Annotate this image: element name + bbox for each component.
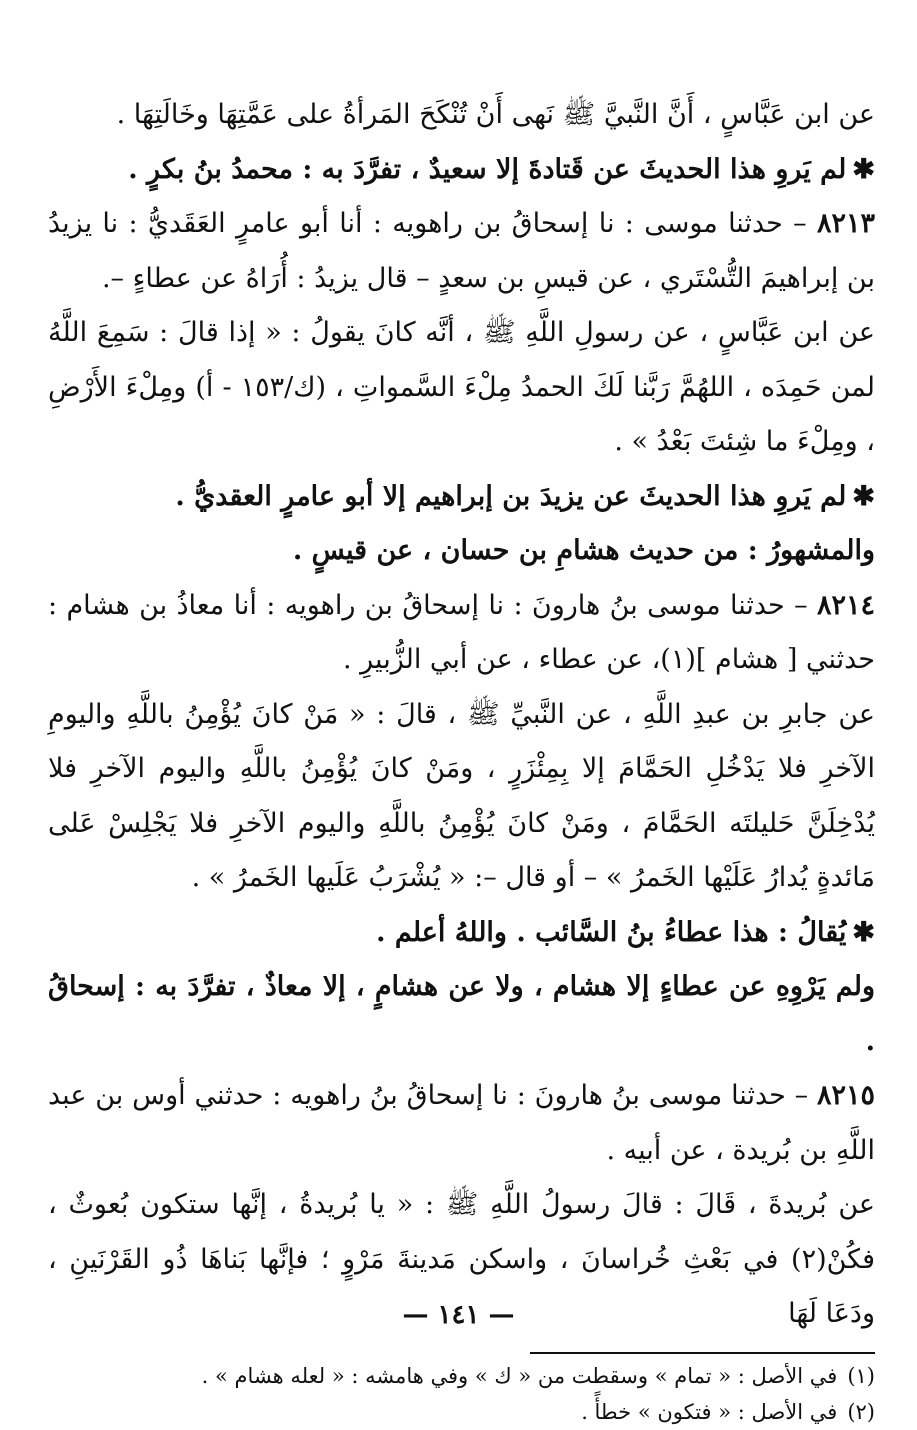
- hadith-text-p8: عن جابرِ بن عبدِ اللَّهِ ، عن النَّبيِّ ﷺ ، قالَ : « مَنْ كانَ يُؤْمِنُ باللَّهِ واليومِ الآخرِ فلا يَدْخُلِ الحَمَّامَ إلا بِمِئْزَرٍ ، ومَنْ كانَ يُؤْمِنُ باللَّهِ واليوم الآخرِ فلا يُدْخِلَنَّ حَليلتَه الحَمَّامَ ، ومَنْ كانَ يُؤْمِنُ باللَّهِ واليوم الآخرِ فلا يَجْلِسْ عَلى مَائدةٍ يُدارُ عَلَيْها الخَمرُ » – أو قال –: « يُشْرَبُ عَلَيها الخَمرُ » .: [48, 698, 875, 893]
- hadith-text-p4: عن ابن عَبَّاسٍ ، عن رسولِ اللَّهِ ﷺ ، أنَّه كانَ يقولُ : « إذا قالَ : سَمِعَ اللَّهُ لمن حَمِدَه ، اللهُمَّ رَبَّنا لَكَ الحمدُ مِلْءَ السَّمواتِ ، (ك/١٥٣ - أ) ومِلْءَ الأَرْضِ ، ومِلْءَ ما شِئتَ بَعْدُ » .: [48, 317, 875, 457]
- commentary-p9: ✱يُقالُ : هذا عطاءُ بنُ السَّائب . واللهُ أعلم .: [376, 916, 875, 948]
- footnote-number: (٢): [847, 1399, 875, 1424]
- footnote-2: (٢)في الأصل : « فتكون » خطأً .: [581, 1399, 875, 1424]
- isnad-8215: ٨٢١٥ – حدثنا موسى بنُ هارونَ : نا إسحاقُ بنُ راهويه : حدثني أوس بن عبد اللَّهِ بن بُريدة ، عن أبيه .: [48, 1080, 875, 1166]
- asterisk-icon: ✱: [852, 153, 875, 185]
- isnad-8213: ٨٢١٣ – حدثنا موسى : نا إسحاقُ بن راهويه : أنا أبو عامرٍ العَقَديُّ : نا يزيدُ بن إبراهيمَ التُّسْتَري ، عن قيسِ بن سعدٍ – قال يزيدُ : أُرَاهُ عن عطاءٍ –.: [48, 208, 875, 294]
- hadith-number: ٨٢١٤: [816, 589, 875, 621]
- hadith-text-p1: عن ابن عَبَّاسٍ ، أَنَّ النَّبيَّ ﷺ نَهى أَنْ تُنْكَحَ المَرأةُ على عَمَّتِهَا وخَالَتِهَا .: [116, 99, 875, 130]
- commentary-p6: والمشهورُ : من حديث هشامِ بن حسان ، عن قيسٍ .: [292, 535, 875, 566]
- commentary-p2: ✱لم يَروِ هذا الحديثَ عن قَتادةَ إلا سعيدٌ ، تفرَّدَ به : محمدُ بنُ بكرٍ .: [128, 153, 875, 185]
- asterisk-icon: ✱: [852, 916, 875, 948]
- asterisk-icon: ✱: [852, 480, 875, 512]
- footnote-separator: [530, 1352, 875, 1354]
- footnote-number: (١): [847, 1363, 875, 1388]
- hadith-text-p12: عن بُريدةَ ، قَالَ : قالَ رسولُ اللَّهِ ﷺ : « يا بُريدةُ ، إنَّها ستكون بُعوثٌ ، فكُنْ(٢) في بَعْثِ خُراسانَ ، واسكن مَدينةَ مَرْوٍ ؛ فإنَّها بَناهَا ذُو القَرْنَينِ ، ودَعَا لَهَا: [48, 1189, 875, 1329]
- commentary-p10: ولم يَرْوِهِ عن عطاءٍ إلا هشام ، ولا عن هشامٍ ، إلا معاذٌ ، تفرَّدَ به : إسحاقُ .: [48, 971, 875, 1057]
- hadith-number: ٨٢١٣: [816, 208, 875, 239]
- page-number: — ١٤١ —: [402, 1300, 515, 1330]
- footnote-1: (١)في الأصل : « تمام » وسقطت من « ك » وفي هامشه : « لعله هشام » .: [201, 1363, 875, 1388]
- commentary-p5: ✱لم يَروِ هذا الحديثَ عن يزيدَ بن إبراهيم إلا أبو عامرٍ العقديُّ .: [175, 480, 875, 512]
- hadith-number: ٨٢١٥: [816, 1080, 875, 1111]
- isnad-8214: ٨٢١٤ – حدثنا موسى بنُ هارونَ : نا إسحاقُ بن راهويه : أنا معاذُ بن هشام : حدثني [ هشام ](١)، عن عطاء ، عن أبي الزُّبيرِ .: [48, 589, 875, 675]
